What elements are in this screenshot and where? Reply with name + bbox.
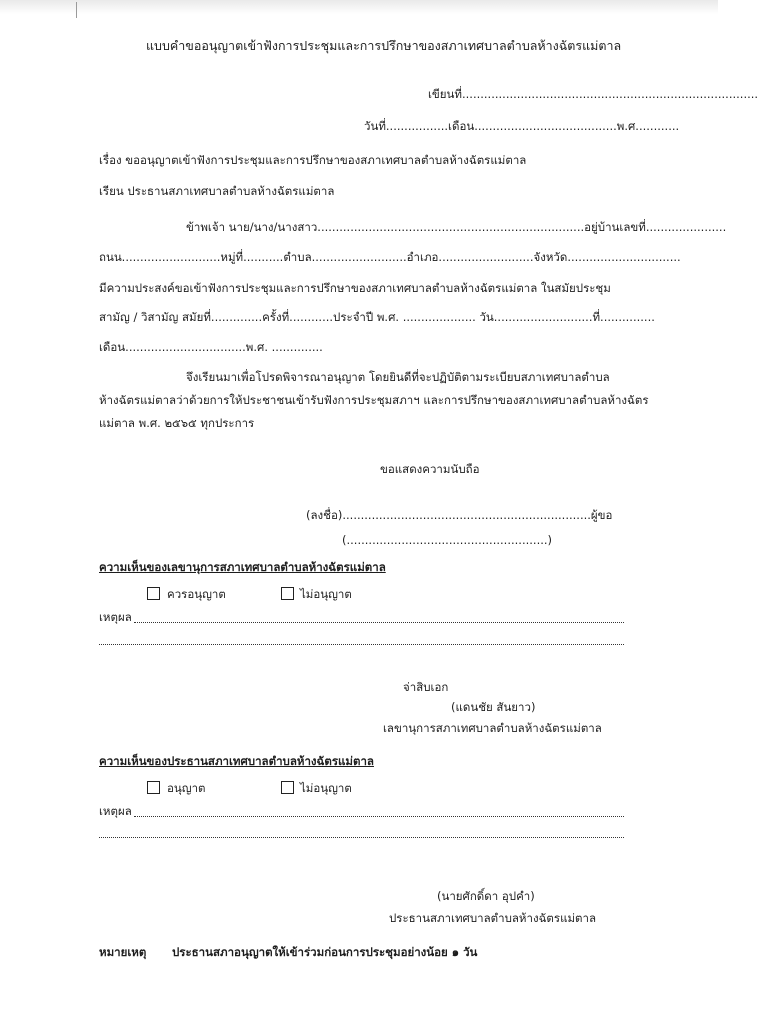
secretary-position: เลขานุการสภาเทศบาลตำบลห้างฉัตรแม่ตาล [383, 721, 602, 735]
reason-label: เหตุผล [99, 804, 132, 818]
secretary-opinion-heading: ความเห็นของเลขานุการสภาเทศบาลตำบลห้างฉัตรแม่ตาล [99, 560, 386, 574]
approve-option-label: อนุญาต [167, 781, 206, 795]
reason-input-line[interactable] [99, 837, 624, 838]
applicant-name-field[interactable]: ข้าพเจ้า นาย/นาง/นางสาว.........................................................................อยู่บ้านเลขที่...................... [186, 220, 727, 234]
deny-option-label: ไม่อนุญาต [300, 781, 352, 795]
applicant-printed-name-field[interactable]: (.......................................................) [342, 533, 553, 547]
request-paragraph-line-2: ห้างฉัตรแม่ตาลว่าด้วยการให้ประชาชนเข้ารับฟังการประชุมสภาฯ และการปรึกษาของสภาเทศบาลตำบลห้างฉัตร [99, 393, 649, 407]
approve-checkbox[interactable] [147, 781, 160, 794]
written-at-field[interactable]: เขียนที่................................................................................. [428, 87, 758, 101]
chairman-opinion-heading: ความเห็นของประธานสภาเทศบาลตำบลห้างฉัตรแม่ตาล [99, 754, 374, 768]
approve-checkbox[interactable] [147, 587, 160, 600]
request-paragraph-line-3: แม่ตาล พ.ศ. ๒๕๖๕ ทุกประการ [99, 416, 255, 430]
deny-checkbox[interactable] [281, 587, 294, 600]
secretary-rank: จ่าสิบเอก [403, 680, 449, 694]
purpose-line: มีความประสงค์ขอเข้าฟังการประชุมและการปรึกษาของสภาเทศบาลตำบลห้างฉัตรแม่ตาล ในสมัยประชุม [99, 281, 611, 295]
note-text: ประธานสภาอนุญาตให้เข้าร่วมก่อนการประชุมอย่างน้อย ๑ วัน [172, 945, 478, 959]
note-label: หมายเหตุ [99, 945, 147, 959]
approve-option-label: ควรอนุญาต [167, 587, 226, 601]
applicant-signature-field[interactable]: (ลงชื่อ)....................................................................ผู้ขอ [306, 508, 613, 522]
session-field[interactable]: สามัญ / วิสามัญ สมัยที่..............ครั้งที่............ประจำปี พ.ศ. .................... วัน...........................ที่............... [99, 310, 655, 324]
closing-text: ขอแสดงความนับถือ [380, 462, 480, 476]
form-title: แบบคำขออนุญาตเข้าฟังการประชุมและการปรึกษาของสภาเทศบาลตำบลห้างฉัตรแม่ตาล [146, 38, 622, 53]
recipient-line: เรียน ประธานสภาเทศบาลตำบลห้างฉัตรแม่ตาล [99, 184, 335, 198]
scan-top-edge [0, 0, 718, 14]
subject-line: เรื่อง ขออนุญาตเข้าฟังการประชุมและการปรึกษาของสภาเทศบาลตำบลห้างฉัตรแม่ตาล [99, 153, 527, 167]
secretary-name: (แดนชัย สันยาว) [451, 700, 536, 714]
reason-input-line[interactable] [134, 816, 624, 817]
reason-input-line[interactable] [99, 644, 624, 645]
reason-input-line[interactable] [134, 622, 624, 623]
address-field[interactable]: ถนน...........................หมู่ที่...........ตำบล..........................อำเภอ..........................จังหวัด............................... [99, 250, 681, 264]
month-field[interactable]: เดือน.................................พ.ศ. .............. [99, 340, 323, 354]
deny-checkbox[interactable] [281, 781, 294, 794]
request-paragraph-line-1: จึงเรียนมาเพื่อโปรดพิจารณาอนุญาต โดยยินดีที่จะปฏิบัติตามระเบียบสภาเทศบาลตำบล [186, 370, 610, 384]
chairman-name: (นายศักดิ์ดา อุปคำ) [437, 889, 535, 903]
chairman-position: ประธานสภาเทศบาลตำบลห้างฉัตรแม่ตาล [389, 911, 597, 925]
date-field[interactable]: วันที่.................เดือน.......................................พ.ศ............ [364, 119, 680, 133]
reason-label: เหตุผล [99, 610, 132, 624]
scan-mark [76, 2, 77, 18]
deny-option-label: ไม่อนุญาต [300, 587, 352, 601]
